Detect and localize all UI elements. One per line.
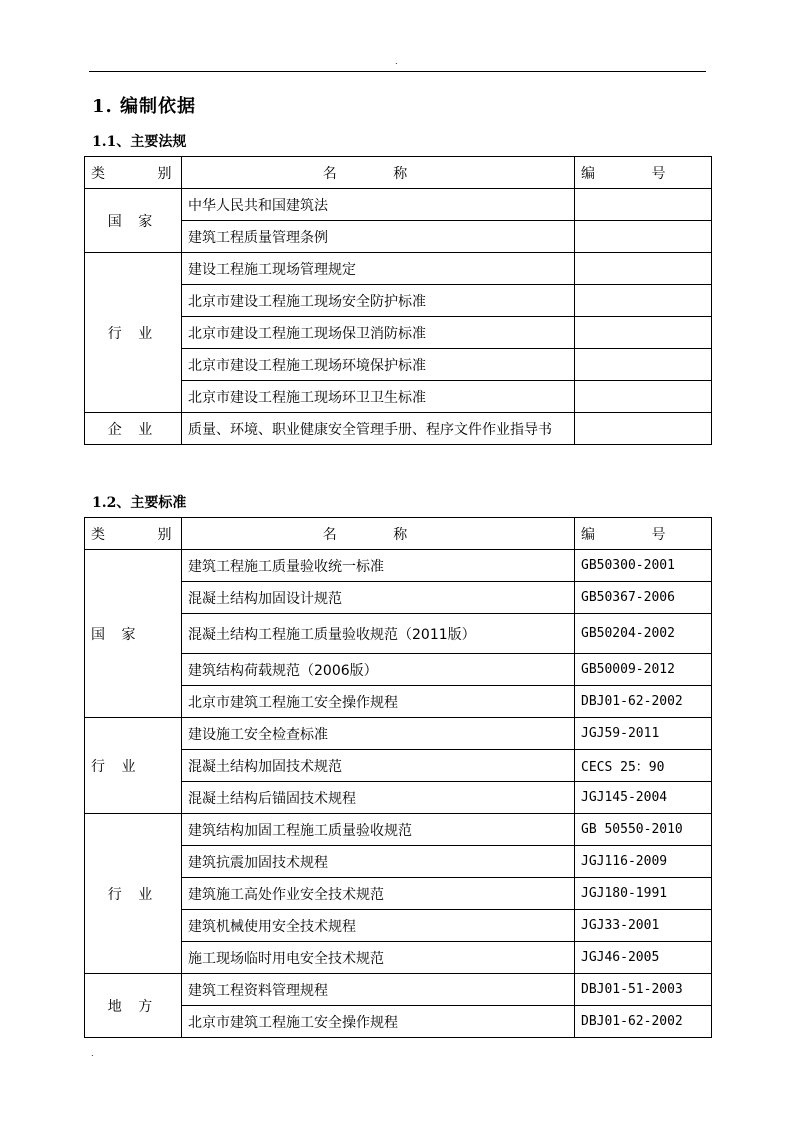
header-name: 名 称 — [182, 157, 575, 189]
header-category: 类 别 — [85, 157, 182, 189]
category-cell: 国 家 — [85, 550, 182, 718]
section-heading: 1. 编制依据 — [92, 96, 197, 117]
header-category: 类 别 — [85, 518, 182, 550]
code-cell: JGJ116-2009 — [575, 846, 712, 878]
category-cell: 行 业 — [85, 814, 182, 974]
table-row — [85, 718, 712, 750]
header-rule — [89, 71, 706, 72]
header-mark: . — [395, 57, 398, 66]
name-cell: 北京市建筑工程施工安全操作规程 — [182, 686, 575, 718]
subsection-title-regulations: 1.1、主要法规 — [92, 134, 187, 150]
table-row — [85, 253, 712, 285]
header-number: 编 号 — [575, 157, 712, 189]
number-cell — [575, 349, 712, 381]
code-cell: GB 50550-2010 — [575, 814, 712, 846]
code-cell: GB50009-2012 — [575, 654, 712, 686]
table-row — [85, 974, 712, 1006]
code-cell: JGJ33-2001 — [575, 910, 712, 942]
subsection-title-standards: 1.2、主要标准 — [92, 495, 187, 511]
standards-table — [84, 517, 712, 1038]
name-cell: 建筑工程施工质量验收统一标准 — [182, 550, 575, 582]
code-cell: JGJ180-1991 — [575, 878, 712, 910]
code-cell: DBJ01-62-2002 — [575, 686, 712, 718]
category-cell: 地 方 — [85, 974, 182, 1038]
name-cell: 北京市建设工程施工现场安全防护标准 — [182, 285, 575, 317]
name-cell: 施工现场临时用电安全技术规范 — [182, 942, 575, 974]
name-cell: 中华人民共和国建筑法 — [182, 189, 575, 221]
name-cell: 建筑工程资料管理规程 — [182, 974, 575, 1006]
code-cell: DBJ01-51-2003 — [575, 974, 712, 1006]
code-cell: GB50367-2006 — [575, 582, 712, 614]
name-cell: 建筑机械使用安全技术规程 — [182, 910, 575, 942]
code-cell: GB50204-2002 — [575, 614, 712, 654]
table-header-row — [85, 157, 712, 189]
category-cell: 国 家 — [85, 189, 182, 253]
footer-mark: . — [91, 1049, 94, 1058]
name-cell: 北京市建设工程施工现场环卫卫生标准 — [182, 381, 575, 413]
regulations-table — [84, 156, 712, 445]
name-cell: 北京市建筑工程施工安全操作规程 — [182, 1006, 575, 1038]
category-cell: 行 业 — [85, 253, 182, 413]
name-cell: 建筑结构加固工程施工质量验收规范 — [182, 814, 575, 846]
code-cell: GB50300-2001 — [575, 550, 712, 582]
table-row — [85, 550, 712, 582]
number-cell — [575, 221, 712, 253]
code-cell: JGJ46-2005 — [575, 942, 712, 974]
name-cell: 北京市建设工程施工现场环境保护标准 — [182, 349, 575, 381]
code-cell: JGJ145-2004 — [575, 782, 712, 814]
name-cell: 混凝土结构后锚固技术规程 — [182, 782, 575, 814]
name-cell: 建筑结构荷载规范（2006版） — [182, 654, 575, 686]
header-number: 编 号 — [575, 518, 712, 550]
name-cell: 混凝土结构加固技术规范 — [182, 750, 575, 782]
code-cell: CECS 25：90 — [575, 750, 712, 782]
table-header-row — [85, 518, 712, 550]
number-cell — [575, 413, 712, 445]
code-cell: DBJ01-62-2002 — [575, 1006, 712, 1038]
code-cell: JGJ59-2011 — [575, 718, 712, 750]
table-row — [85, 814, 712, 846]
name-cell: 质量、环境、职业健康安全管理手册、程序文件作业指导书 — [182, 413, 575, 445]
number-cell — [575, 189, 712, 221]
name-cell: 建设工程施工现场管理规定 — [182, 253, 575, 285]
number-cell — [575, 317, 712, 349]
category-cell: 企 业 — [85, 413, 182, 445]
name-cell: 混凝土结构加固设计规范 — [182, 582, 575, 614]
name-cell: 建筑施工高处作业安全技术规范 — [182, 878, 575, 910]
number-cell — [575, 381, 712, 413]
header-name: 名 称 — [182, 518, 575, 550]
name-cell: 建筑抗震加固技术规程 — [182, 846, 575, 878]
name-cell: 建设施工安全检查标准 — [182, 718, 575, 750]
name-cell: 建筑工程质量管理条例 — [182, 221, 575, 253]
table-row — [85, 189, 712, 221]
number-cell — [575, 285, 712, 317]
number-cell — [575, 253, 712, 285]
name-cell: 混凝土结构工程施工质量验收规范（2011版） — [182, 614, 575, 654]
name-cell: 北京市建设工程施工现场保卫消防标准 — [182, 317, 575, 349]
category-cell: 行 业 — [85, 718, 182, 814]
table-row — [85, 413, 712, 445]
